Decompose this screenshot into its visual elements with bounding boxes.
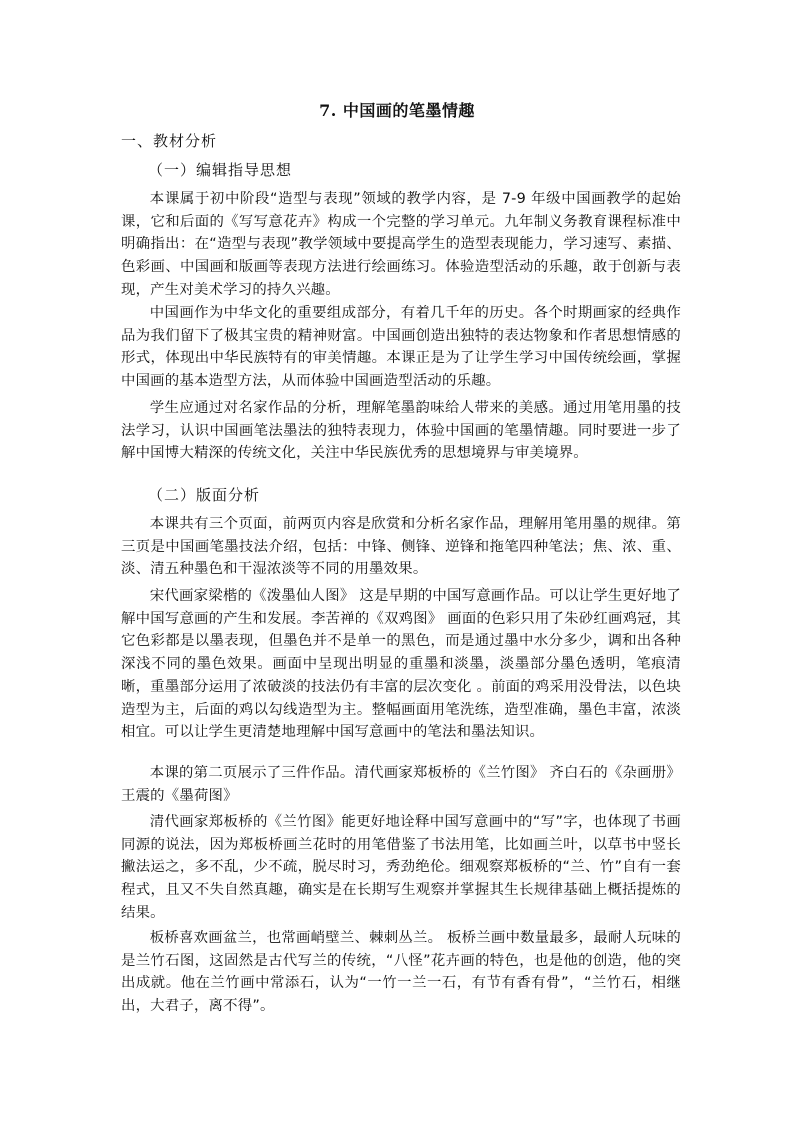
paragraph: 本课的第二页展示了三件作品。清代画家郑板桥的《兰竹图》 齐白石的《杂画册》 王震的《墨荷图》: [121, 765, 681, 804]
paragraph: 本课属于初中阶段“造型与表现”领域的教学内容，是 7-9 年级中国画教学的起始课，它和后面的《写写意花卉》构成一个完整的学习单元。九年制义务教育课程标准中明确指出：在“造型与表现”教学领域中要提高学生的造型表现能力，学习速写、素描、色彩画、中国画和版画等表现方法进行绘画练习。体验造型活动的乐趣，敢于创新与表现，产生对美术学习的持久兴趣。: [121, 191, 681, 298]
paragraph: 中国画作为中华文化的重要组成部分，有着几千年的历史。各个时期画家的经典作品为我们留下了极其宝贵的精神财富。中国画创造出独特的表达物象和作者思想情感的形式，体现出中华民族特有的审美情趣。本课正是为了让学生学习中国传统绘画，掌握中国画的基本造型方法，从而体验中国画造型活动的乐趣。: [121, 305, 681, 390]
section-heading: 一、教材分析: [121, 132, 218, 150]
paragraph: 清代画家郑板桥的《兰竹图》能更好地诠释中国写意画中的“写”字，也体现了书画同源的说法，因为郑板桥画兰花时的用笔借鉴了书法用笔，比如画兰叶，以草书中竖长撇法运之，多不乱，少不疏，脱尽时习，秀劲绝伦。细观察郑板桥的“兰、竹”自有一套程式，且又不失自然真趣，确实是在长期写生观察并掌握其生长规律基础上概括提炼的结果。: [121, 814, 681, 921]
paragraph: 宋代画家梁楷的《泼墨仙人图》 这是早期的中国写意画作品。可以让学生更好地了解中国写意画的产生和发展。李苦禅的《双鸡图》 画面的色彩只用了朱砂红画鸡冠，其它色彩都是以墨表现，但墨色并不是单一的黑色，而是通过墨中水分多少，调和出各种深浅不同的墨色效果。画面中呈现出明显的重墨和淡墨，淡墨部分墨色透明，笔痕清晰，重墨部分运用了浓破淡的技法仍有丰富的层次变化 。前面的鸡采用没骨法，以色块造型为主，后面的鸡以勾线造型为主。整幅画面用笔洗练，造型准确，墨色丰富，浓淡相宜。可以让学生更清楚地理解中国写意画中的笔法和墨法知识。: [121, 588, 681, 741]
paragraph: 学生应通过对名家作品的分析，理解笔墨韵味给人带来的美感。通过用笔用墨的技法学习，认识中国画笔法墨法的独特表现力，体验中国画的笔墨情趣。同时要进一步了解中国博大精深的传统文化，关注中华民族优秀的思想境界与审美境界。: [121, 400, 681, 462]
paragraph: 本课共有三个页面，前两页内容是欣赏和分析名家作品，理解用笔用墨的规律。第三页是中国画笔墨技法介绍，包括：中锋、侧锋、逆锋和拖笔四种笔法；焦、浓、重、淡、清五种墨色和干湿浓淡等不同的用墨效果。: [121, 516, 681, 578]
document-title: 7. 中国画的笔墨情趣: [319, 101, 475, 120]
paragraph: 板桥喜欢画盆兰，也常画峭壁兰、棘刺丛兰。 板桥兰画中数量最多，最耐人玩味的是兰竹石图，这固然是古代写兰的传统，“八怪”花卉画的特色，也是他的创造，他的突出成就。他在兰竹画中常添石，认为“一竹一兰一石，有节有香有骨”，“兰竹石，相继出，大君子，离不得”。: [121, 930, 681, 1015]
subsection-heading: （二）版面分析: [148, 486, 261, 504]
subsection-heading: （一）编辑指导思想: [148, 161, 293, 179]
